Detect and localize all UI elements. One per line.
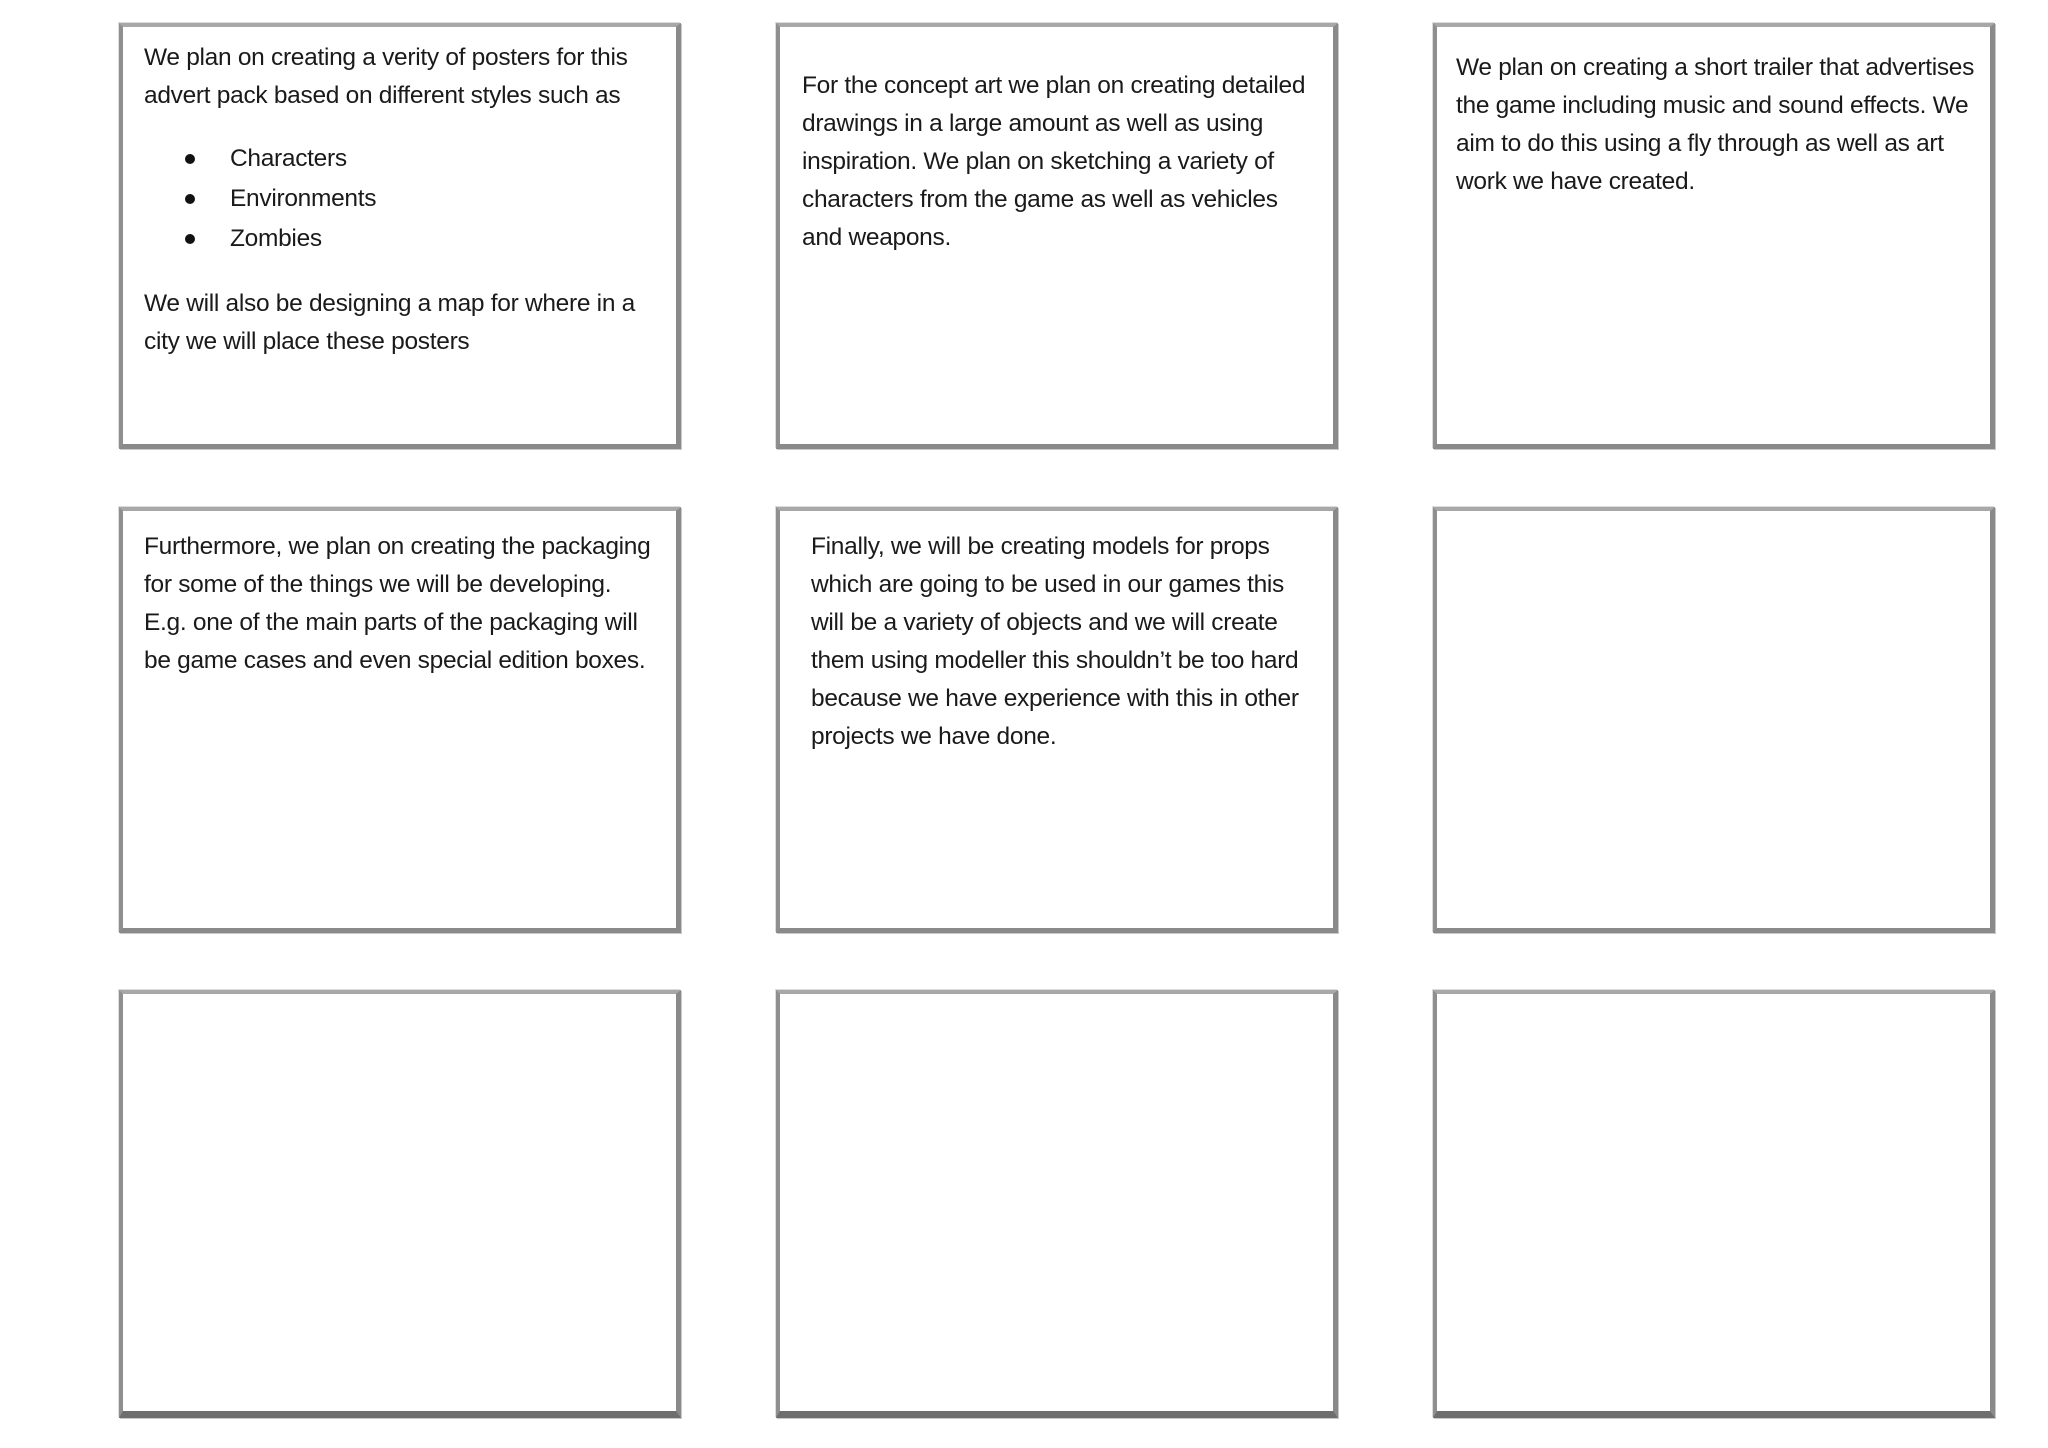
text-box-trailer: [1433, 23, 1995, 449]
posters-text: [144, 39, 654, 361]
posters-intro: We plan on creating a verity of posters for this advert pack based on different styles such as: [144, 44, 628, 109]
models-text: Finally, we will be creating models for props which are going to be used in our games this will be a variety of objects and we will create them using modeller this shouldn’t be too hard because we have experience with this in other projects we have done.: [811, 533, 1299, 750]
text-box-concept-art: [776, 23, 1338, 449]
posters-outro: We will also be designing a map for where in a city we will place these posters: [144, 290, 635, 355]
bullet-item: Characters: [144, 139, 654, 179]
concept-art-text: For the concept art we plan on creating detailed drawings in a large amount as well as using inspiration. We plan on sketching a variety of characters from the game as well as vehicles and weapons.: [802, 72, 1306, 251]
bullet-item: Zombies: [144, 219, 654, 259]
bullet-item: Environments: [144, 179, 654, 219]
poster-styles-list: [144, 139, 654, 259]
trailer-text: We plan on creating a short trailer that advertises the game including music and sound effects. We aim to do this using a fly through as well as art work we have created.: [1456, 54, 1975, 195]
empty-box: [1433, 507, 1995, 933]
empty-box: [776, 990, 1338, 1418]
empty-box: [119, 990, 681, 1418]
text-box-posters: [119, 23, 681, 449]
packaging-text: Furthermore, we plan on creating the packaging for some of the things we will be developing. E.g. one of the main parts of the packaging will be game cases and even special edition boxes.: [144, 533, 651, 674]
text-box-packaging: [119, 507, 681, 933]
text-box-models: [776, 507, 1338, 933]
empty-box: [1433, 990, 1995, 1418]
